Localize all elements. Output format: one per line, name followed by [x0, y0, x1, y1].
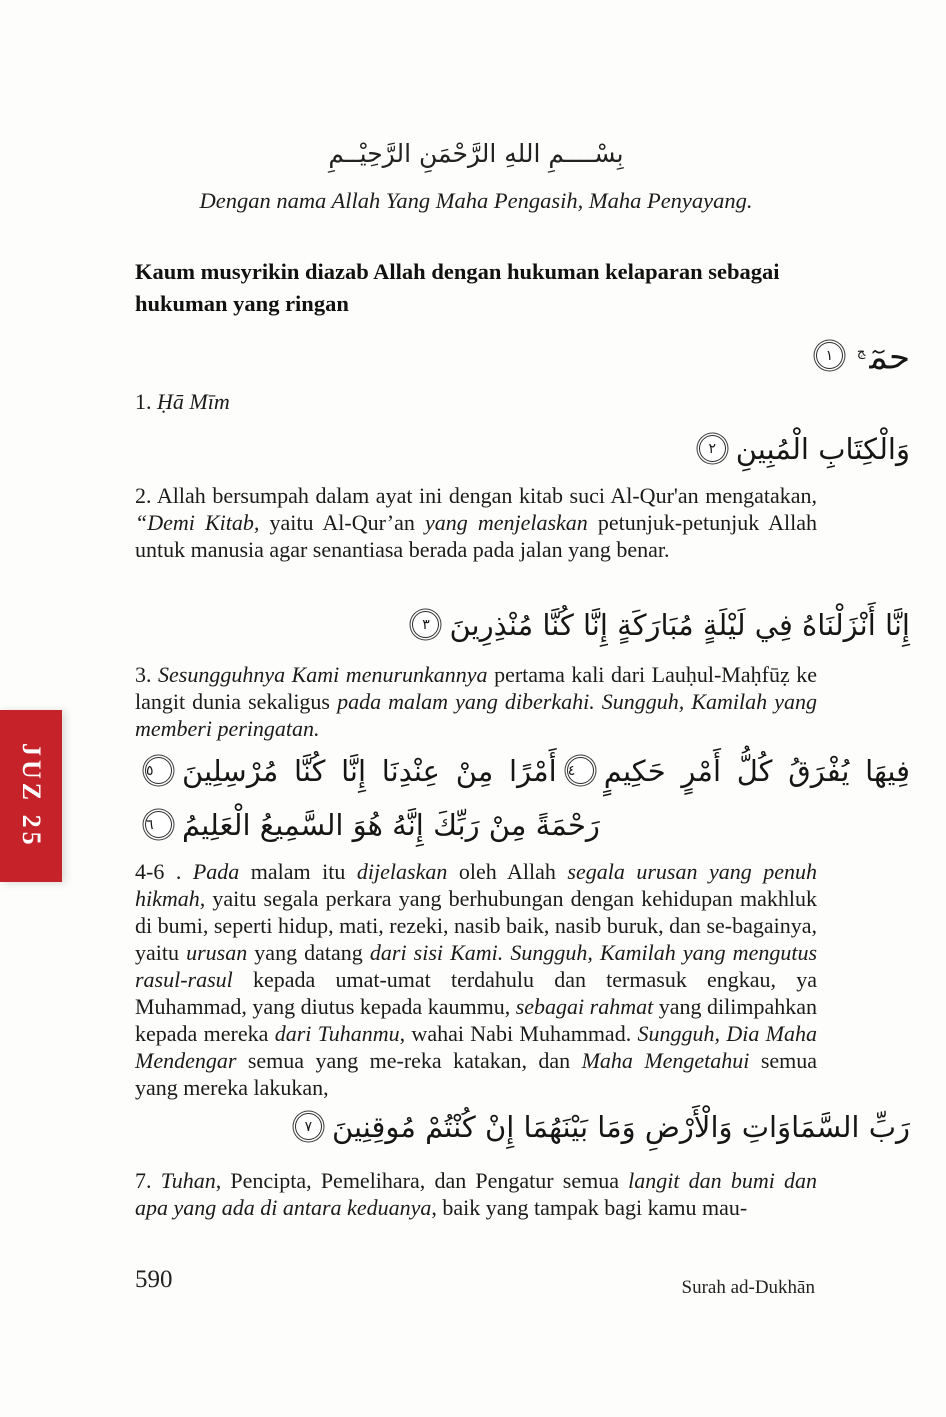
- text-run: petunjuk-petunjuk Allah untuk manusia agar senantiasa berada pada jalan yang benar.: [135, 510, 817, 562]
- italic-text-run: urusan: [186, 940, 248, 965]
- text-run: yang dilimpahkan kepada mereka: [135, 994, 818, 1046]
- verse-1-text: حمٓ: [869, 337, 910, 378]
- italic-text-run: “Demi Kitab,: [135, 510, 260, 535]
- verse-2-text: وَالْكِتَابِ الْمُبِينِ: [735, 432, 910, 466]
- text-run: yang datang: [247, 940, 370, 965]
- translation-verse-2: [135, 482, 817, 563]
- italic-text-run: Pada: [192, 859, 240, 884]
- text-run: 3.: [135, 662, 159, 687]
- italic-text-run: Ḥā Mīm: [157, 389, 230, 414]
- arabic-verse-1: [135, 328, 910, 382]
- text-run: yaitu Al-Qur’an: [259, 510, 425, 535]
- text-run: أَمْرًا مِنْ عِنْدِنَا إِنَّا كُنَّا مُرْسِلِينَ: [182, 754, 557, 788]
- text-run: oleh Allah: [447, 859, 568, 884]
- italic-text-run: dijelaskan: [356, 859, 448, 884]
- italic-text-run: pada malam yang diberkahi. Sungguh, Kamilah yang memberi peringatan.: [135, 689, 817, 741]
- page-content: [135, 0, 910, 1417]
- italic-text-run: dari Tuhanmu: [274, 1021, 400, 1046]
- text-run: malam itu: [239, 859, 357, 884]
- text-run: yaitu segala perkara yang berhubungan dengan kehidupan makhluk di bumi, seperti hidup, mati, rezeki, nasib baik, nasib buruk, dan se-bagainya, yaitu: [135, 886, 817, 965]
- translation-verses-4-6: [135, 858, 817, 1101]
- italic-text-run: Sesungguhnya Kami menurunkannya: [158, 662, 488, 687]
- italic-text-run: langit dan bumi dan apa yang ada di antara keduanya: [135, 1168, 818, 1220]
- text-run: رَحْمَةً مِنْ رَبِّكَ إِنَّهُ هُوَ السَّمِيعُ الْعَلِيمُ: [182, 808, 600, 842]
- text-run: , wahai Nabi Muhammad.: [399, 1021, 638, 1046]
- ayah-marker-7: ٧: [295, 1113, 322, 1140]
- verse-3-text: إِنَّا أَنْزَلْنَاهُ فِي لَيْلَةٍ مُبَارَكَةٍ إِنَّا كُنَّا مُنْذِرِينَ: [449, 608, 910, 642]
- translation-verse-3: [135, 661, 817, 742]
- juz-label: JUZ 25: [17, 743, 46, 849]
- ayah-marker-3: ٣: [412, 611, 439, 638]
- footer-page-number: 590: [135, 1266, 173, 1293]
- text-run: فِيهَا يُفْرَقُ كُلُّ أَمْرٍ حَكِيمٍ: [603, 754, 910, 788]
- italic-text-run: dari sisi Kami. Sungguh, Kamilah yang mengutus rasul-rasul: [135, 940, 818, 992]
- juz-tab: [0, 710, 62, 882]
- footer-surah-title: Surah ad-Dukhān: [681, 1277, 815, 1298]
- waqf-mark: ج: [856, 345, 866, 360]
- ayah-marker: ٤: [567, 757, 594, 784]
- translation-verse-7: [135, 1167, 817, 1221]
- translation-verse-1: [135, 388, 817, 415]
- arabic-verse-7: [135, 1102, 910, 1152]
- italic-text-run: segala urusan yang penuh hikmah,: [135, 859, 818, 911]
- text-run: semua yang me-reka katakan, dan: [236, 1048, 582, 1073]
- ayah-marker: ٦: [145, 811, 172, 838]
- text-run: 7.: [135, 1168, 161, 1193]
- text-run: 4-6 .: [135, 859, 193, 884]
- italic-text-run: sebagai rahmat: [515, 994, 654, 1019]
- text-run: , baik yang tampak bagi kamu mau-: [431, 1195, 748, 1220]
- bismillah-translation: Dengan nama Allah Yang Maha Pengasih, Maha Penyayang.: [199, 188, 753, 213]
- bismillah-calligraphy: بِسْــــمِ اللهِ الرَّحْمَنِ الرَّحِيْــمِ: [328, 139, 624, 168]
- ayah-marker-1: ١: [816, 342, 843, 369]
- text-run: , Pencipta, Pemelihara, dan Pengatur semua: [215, 1168, 629, 1193]
- text-run: semua yang mereka lakukan,: [135, 1048, 818, 1100]
- arabic-verses-4-6: [135, 744, 910, 852]
- italic-text-run: Sungguh, Dia Maha Mendengar: [135, 1021, 818, 1073]
- section-heading: Kaum musyrikin diazab Allah dengan hukuman kelaparan sebagai hukuman yang ringan: [135, 259, 780, 316]
- verse-7-text: رَبِّ السَّمَاوَاتِ وَالْأَرْضِ وَمَا بَيْنَهُمَا إِنْ كُنْتُمْ مُوقِنِينَ: [331, 1110, 910, 1144]
- ayah-marker: ٥: [145, 757, 172, 784]
- text-run: kepada umat-umat terdahulu dan termasuk engkau, ya Muhammad, yang diutus kepada kaummu,: [135, 967, 817, 1019]
- italic-text-run: yang menjelaskan: [424, 510, 588, 535]
- ayah-marker-2: ٢: [699, 435, 726, 462]
- italic-text-run: Tuhan: [160, 1168, 216, 1193]
- arabic-verse-3: [135, 600, 910, 650]
- arabic-verse-2: [135, 424, 910, 474]
- italic-text-run: Maha Mengetahui: [581, 1048, 750, 1073]
- text-run: pertama kali dari Lauḥul-Maḥfūẓ ke langit dunia sekaligus: [135, 662, 817, 714]
- text-run: 1.: [135, 389, 157, 414]
- text-run: 2. Allah bersumpah dalam ayat ini dengan kitab suci Al-Qur'an mengatakan,: [135, 483, 817, 508]
